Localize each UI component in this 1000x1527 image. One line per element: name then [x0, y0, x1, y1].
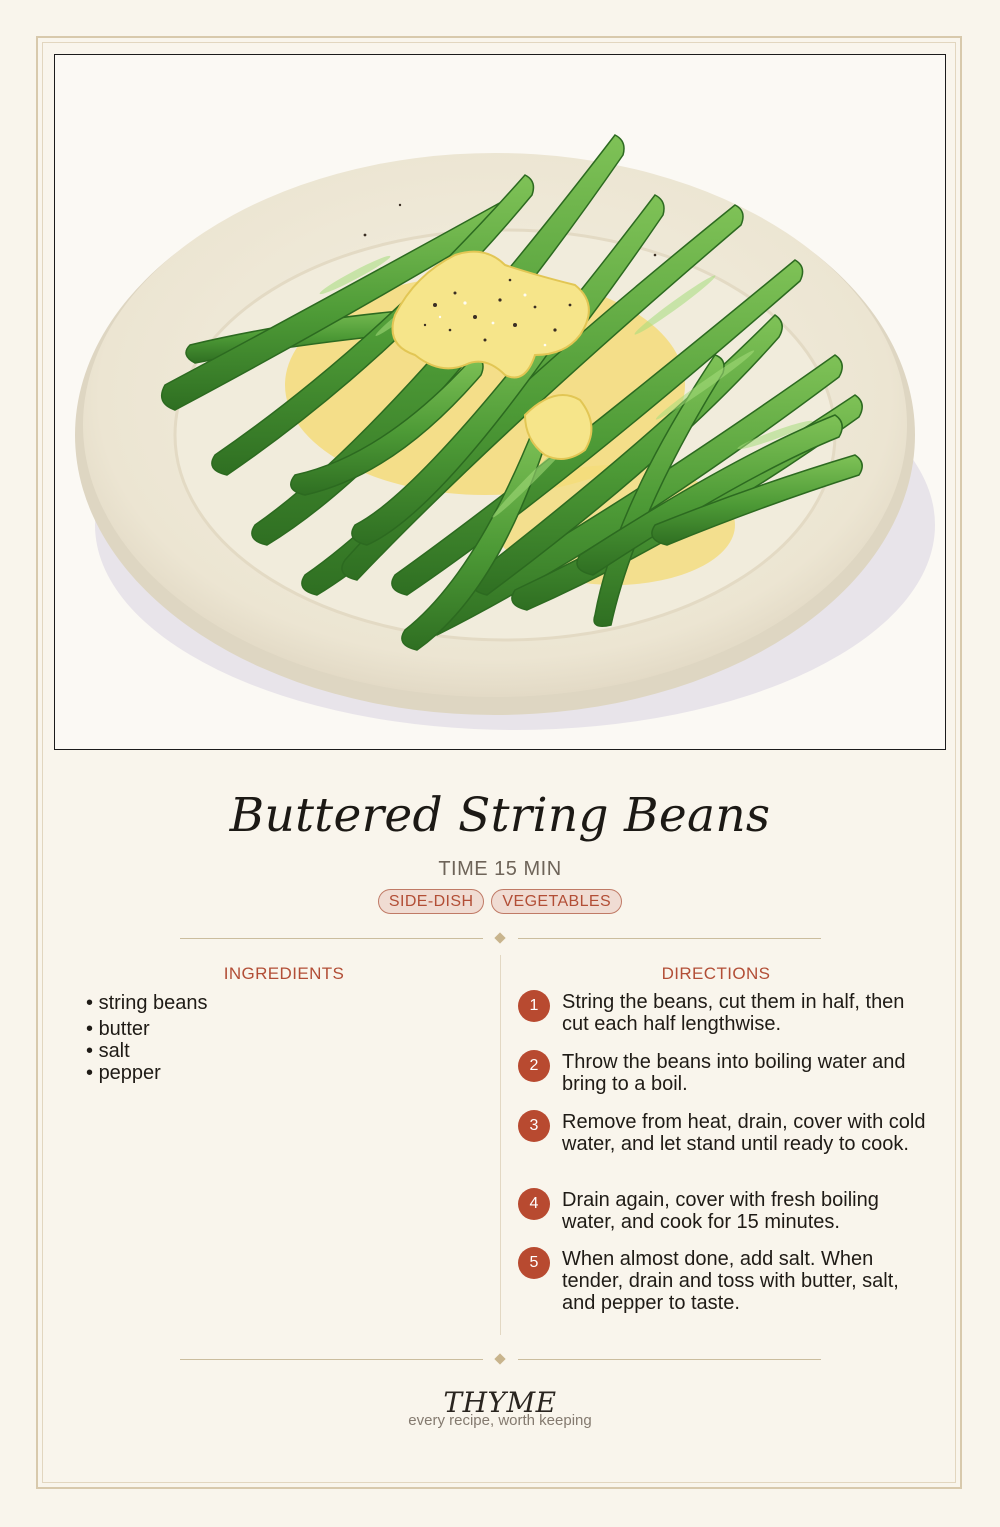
column-separator: [500, 955, 501, 1335]
step-number-badge: 3: [518, 1110, 550, 1142]
bottom-divider: [180, 1359, 821, 1360]
cook-time: TIME 15 MIN: [438, 858, 562, 880]
ingredients-heading: INGREDIENTS: [223, 964, 345, 983]
step-number-badge: 2: [518, 1050, 550, 1082]
step-text: String the beans, cut them in half, then cut each half lengthwise.: [562, 991, 905, 1035]
step-text: When almost done, add salt. When tender, drain and toss with butter, salt, and pepper to taste.: [562, 1248, 899, 1314]
step-text: Throw the beans into boiling water and bring to a boil.: [562, 1051, 906, 1095]
top-divider: [180, 938, 821, 939]
step-number-badge: 4: [518, 1188, 550, 1220]
tag-vegetables[interactable]: VEGETABLES: [491, 889, 622, 914]
ingredient-item: • salt: [86, 1040, 208, 1062]
ingredients-list: [86, 992, 208, 1084]
directions-heading: DIRECTIONS: [661, 964, 771, 983]
ingredient-item: • butter: [86, 1018, 208, 1040]
tag-side-dish[interactable]: SIDE-DISH: [378, 889, 485, 914]
step-text: Drain again, cover with fresh boiling water, and cook for 15 minutes.: [562, 1189, 879, 1233]
ingredient-item: • pepper: [86, 1062, 208, 1084]
tag-list: [0, 889, 1000, 914]
recipe-title: Buttered String Beans: [229, 788, 771, 843]
string-beans-illustration: [55, 55, 945, 749]
ingredient-item: • string beans: [86, 992, 208, 1018]
recipe-photo: [54, 54, 946, 750]
step-number-badge: 5: [518, 1247, 550, 1279]
brand-tagline: every recipe, worth keeping: [408, 1412, 592, 1429]
step-text: Remove from heat, drain, cover with cold water, and let stand until ready to cook.: [562, 1111, 926, 1155]
brand-logo: THYME: [443, 1386, 557, 1419]
step-number-badge: 1: [518, 990, 550, 1022]
